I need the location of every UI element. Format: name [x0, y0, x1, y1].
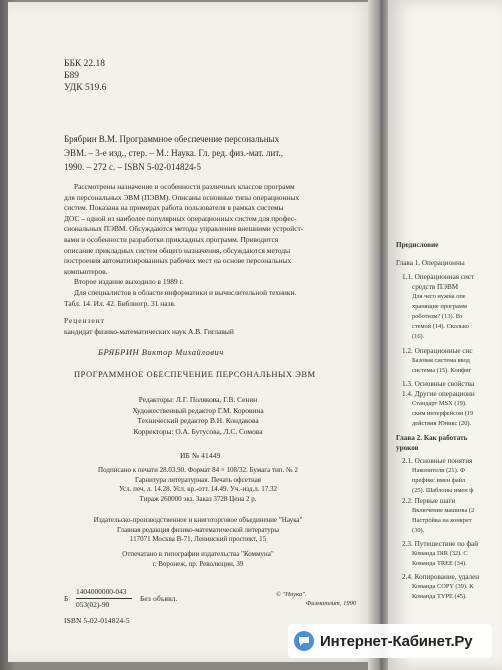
fraction-line — [76, 598, 132, 599]
book-title: ПРОГРАММНОЕ ОБЕСПЕЧЕНИЕ ПЕРСОНАЛЬНЫХ ЭВМ — [74, 369, 316, 379]
code-b: Б — [64, 594, 69, 603]
left-page — [8, 2, 373, 662]
author-name: БРЯБРИН Виктор Михайлович — [98, 347, 224, 357]
credits: Редакторы: Л.Г. Полякова, Г.В. Сенин Художественный редактор Г.М. Коровина Технический редактор В.Н. Кондакова Корректоры: О.А. Бутусова, Л.С. Сомова — [132, 395, 264, 436]
citation: Брябрин В.М. Программное обеспечение персональных ЭВМ. – 3-е изд., стер. – М.: Наука. Гл. ред. физ.-мат. лит., 1990. – 272 с. – ISBN 5-02-014824-5 — [64, 134, 284, 172]
chat-icon — [294, 631, 314, 651]
code-note: Без объявл. — [140, 594, 178, 603]
abstract: Рассмотрены назначение и особенности различных классов программ для персональных ЭВМ (ПЭВМ). Описаны основные типы операционных систем. Показана на примерах работа пользователя в рамках системы ДОС – одной из наиболее популярных операционных систем для профес- сиональных ПЭВМ. Обсуждаются методы управления внешними устройст- вами и особенности разработки прикладных программ. Приводится описание прикладных систем общего назначения, обсуждаются методы построения автоматизированных рабочих мест на основе персональных компьютеров. Второе издание выходило в 1989 г. Для специалистов в области информатики и вычислительной техники. Табл. 14. Ил. 42. Библиогр. 31 назв. — [64, 182, 304, 308]
isbn: ISBN 5-02-014824-5 — [64, 616, 130, 625]
publisher-info: Издательско-производственное и книготорговое объединение "Наука" Главная редакция физико-математической литературы 117071 Москва В-71, Ленинский проспект, 15 — [93, 516, 303, 544]
ib-number: ИБ № 41449 — [180, 451, 221, 460]
print-info: Подписано к печати 28.03.90. Формат 84 × 108/32. Бумага тип. № 2 Гарнитура литературная. Печать офсетная Усл. печ. л. 14.28. Усл. кр.-отт. 14.49. Уч.-изд.л. 17.32 Тираж 260000 экз. Заказ 3728 Цена 2 р. — [98, 466, 298, 503]
right-page — [388, 0, 502, 670]
printing-house: Отпечатано в типографии издательства "Коммуна" г. Воронеж, пр. Революции, 39 — [122, 550, 274, 568]
reviewer: Рецензент кандидат физико-математических наук А.В. Гиглавый — [64, 316, 234, 336]
chat-bubble-svg — [298, 635, 310, 647]
copyright: © "Наука". Физматлит, 1990 — [276, 591, 357, 607]
table-of-contents: Предисловие Глава 1. Операционны 1.1. Операционная сист средств ПЭВМ Для чего нужна опе хранящие программ роботизм? (13). Вз стемой (14). Сколько (16). 1.2. Операционные сис Базовая система ввод системы (15). Конфиг 1.3. Основные свойства 1.4. Другие операционн Стандарт MSX (19). ским интерфейсом (19 действия Юникс (20). Глава 2. Как работать уроков 2.1. Основные понятия Накопители (21). Ф префикс имен файл (25). Шаблоны имен ф 2.2. Первые шаги Включение машины (2 Настройка на конкрет (30). 2.3. Путешествие по фай Команда DIR (32). С Команда TREE (34). 2.4. Копирование, удален Команда COPY (39). К Команда TYPE (45). — [396, 241, 480, 600]
code-fraction: 1404000000-043 053(02)-90 — [76, 587, 127, 610]
bbk-codes: ББК 22.18 Б89 УДК 519.6 — [64, 59, 107, 93]
site-watermark — [288, 624, 492, 658]
watermark-text: Интернет-Кабинет.Ру — [320, 632, 473, 650]
